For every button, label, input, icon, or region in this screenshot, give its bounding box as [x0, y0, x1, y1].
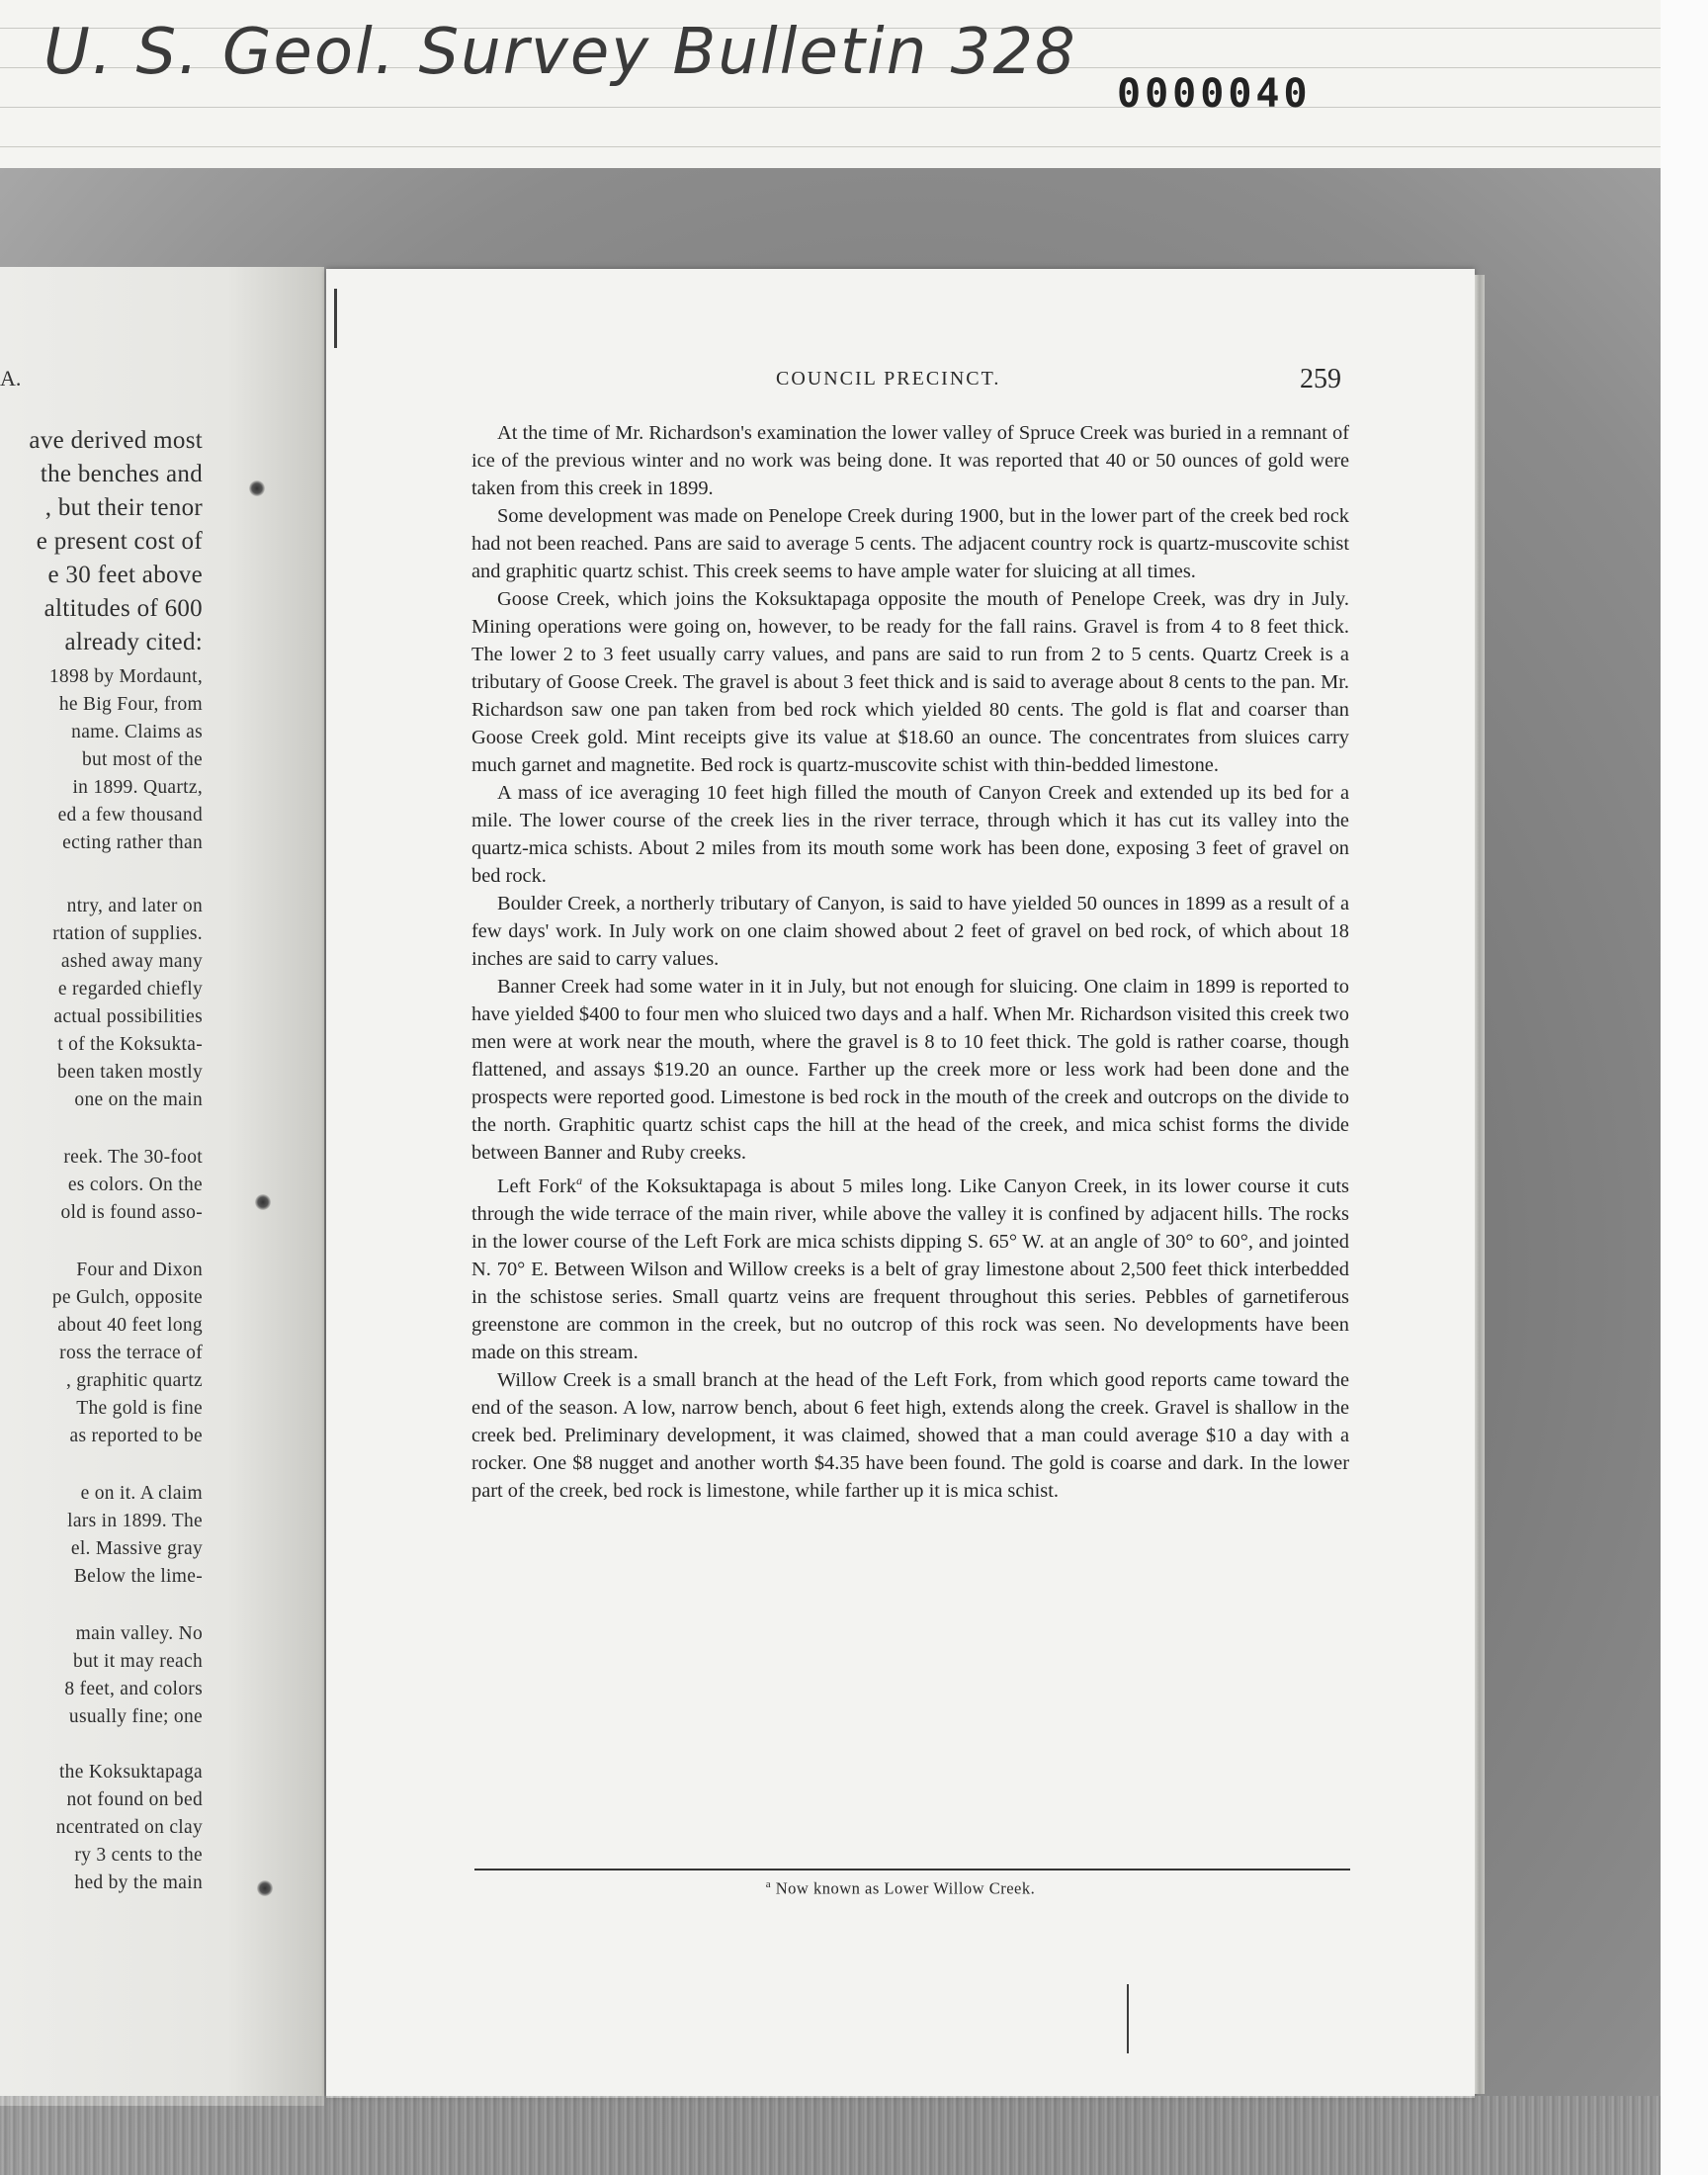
handwritten-title: U. S. Geol. Survey Bulletin 328 [43, 16, 1077, 89]
paragraph: Banner Creek had some water in it in July, but not enough for sluicing. One claim in 1899 is reported to have yielded $400 to four men who sluiced two days and a half. When Mr. Richardson visited this creek two men were at work near the mouth, where the gravel is 8 to 10 feet thick. The gold is rather coarse, though flattened, and assays $19.20 an ounce. Farther up the creek more or less work had been done and the prospects were reported good. Limestone is bed rock in the mouth of the creek and outcrops on the divide to the north. Graphitic quartz schist caps the hill at the head of the creek, and mica schist forms the divide between Banner and Ruby creeks. [471, 976, 1349, 1164]
body-text [471, 419, 1349, 1505]
facing-page-line: 1898 by Mordaunt, [48, 666, 203, 687]
binding-mark [334, 289, 337, 348]
ruled-line [0, 146, 1661, 147]
facing-page-line: in 1899. Quartz, [72, 777, 203, 798]
pin-hole-icon [249, 480, 265, 496]
facing-page-line: ross the terrace of [59, 1343, 203, 1363]
facing-page-line: ry 3 cents to the [74, 1845, 203, 1866]
facing-page-line: ecting rather than [62, 832, 203, 853]
paragraph: At the time of Mr. Richardson's examination the lower valley of Spruce Creek was buried in a remnant of ice of the previous winter and no work was being done. It was reported that 40 or 50 ounces of gold were taken from this creek in 1899. [471, 422, 1349, 499]
facing-page-line: ncentrated on clay [55, 1817, 203, 1838]
facing-page-line: ntry, and later on [66, 896, 203, 916]
footnote-marker: a [765, 1878, 772, 1890]
label-strip [0, 0, 1661, 169]
facing-page-line: Below the lime- [73, 1566, 203, 1587]
left-fork-lead: Left Fork [497, 1174, 577, 1197]
pin-hole-icon [255, 1194, 271, 1210]
page-number: 259 [1300, 364, 1341, 394]
facing-page-line: but it may reach [73, 1651, 203, 1672]
facing-page-fragment [0, 267, 324, 2106]
facing-page-line: hed by the main [74, 1872, 203, 1893]
footnote-rule [474, 1869, 1350, 1870]
paragraph: Willow Creek is a small branch at the head of the Left Fork, from which good reports came toward the end of the season. A low, narrow bench, about 6 feet high, extends along the creek. Gravel is shallow in the creek bed. Preliminary development, it was claimed, showed that a man could average $10 a day with a rocker. One $8 nugget and another worth $4.35 have been found. The gold is coarse and dark. In the lower part of the creek, bed rock is limestone, while farther up it is mica schist. [471, 1368, 1349, 1502]
facing-page-line: about 40 feet long [57, 1315, 203, 1336]
facing-page-line: The gold is fine [76, 1398, 203, 1419]
right-margin [1661, 0, 1708, 2175]
footnote-text: Now known as Lower Willow Creek. [771, 1878, 1036, 1898]
pin-hole-icon [257, 1880, 273, 1896]
facing-page-line: been taken mostly [57, 1062, 203, 1083]
facing-page-line: not found on bed [66, 1789, 203, 1810]
facing-page-line: ave derived most [29, 427, 203, 454]
facing-page-line: pe Gulch, opposite [51, 1287, 203, 1308]
facing-page-line: ed a few thousand [57, 805, 203, 826]
footnote [326, 1878, 1475, 1899]
paragraph: Some development was made on Penelope Creek during 1900, but in the lower part of the creek bed rock had not been reached. Pans are said to average 5 cents. The adjacent country rock is quartz-muscovite schist and graphitic quartz schist. This creek seems to have ample water for sluicing at all times. [471, 505, 1349, 582]
facing-page-line: name. Claims as [71, 722, 203, 742]
paragraph-left-fork [471, 1167, 1349, 1366]
facing-page-line: e 30 feet above [47, 562, 203, 588]
binding-mark [1127, 1984, 1129, 2053]
facing-page-line: Four and Dixon [76, 1260, 203, 1280]
facing-page-line: he Big Four, from [58, 694, 203, 715]
facing-page-line: ashed away many [60, 951, 203, 972]
facing-page-line: 8 feet, and colors [64, 1679, 203, 1699]
scan-artifact [0, 2096, 1661, 2175]
facing-page-line: already cited: [64, 629, 203, 655]
accession-number: 0000040 [1117, 71, 1312, 117]
facing-page-line: e regarded chiefly [57, 979, 203, 1000]
facing-page-line: the Koksuktapaga [58, 1762, 203, 1783]
facing-page-line: one on the main [74, 1089, 203, 1110]
facing-page-line: old is found asso- [60, 1202, 203, 1223]
facing-page-line: e present cost of [36, 528, 203, 555]
facing-page-line: , but their tenor [44, 494, 203, 521]
page-header [326, 364, 1475, 401]
page-edge [1475, 275, 1485, 2094]
paragraph: Boulder Creek, a northerly tributary of Canyon, is said to have yielded 50 ounces in 1899 as a result of a few days' work. In July work on one claim showed about 2 feet of gravel on bed rock, of which about 18 inches are said to carry values. [471, 893, 1349, 970]
facing-page-line: reek. The 30-foot [63, 1147, 203, 1168]
facing-page-line: the benches and [40, 461, 203, 487]
footnote-reference: a [576, 1174, 583, 1187]
facing-page-line: but most of the [81, 749, 203, 770]
facing-page-line: as reported to be [69, 1426, 203, 1446]
facing-page-line: usually fine; one [68, 1706, 203, 1727]
facing-page-line: altitudes of 600 [43, 595, 203, 622]
book-page [326, 269, 1475, 2098]
facing-page-line: el. Massive gray [70, 1538, 203, 1559]
ruled-line [0, 107, 1661, 108]
facing-page-header: A. [0, 366, 22, 391]
paragraph: Goose Creek, which joins the Koksuktapaga opposite the mouth of Penelope Creek, was dry in July. Mining operations were going on, however, to be ready for the fall rains. Gravel is from 4 to 8 feet thick. The lower 2 to 3 feet usually carry values, and pans are said to run from 2 to 5 cents. Quartz Creek is a tributary of Goose Creek. The gravel is about 3 feet thick and is said to average about 8 cents to the pan. Mr. Richardson saw one pan taken from bed rock which yielded 80 cents. The gold is flat and coarser than Goose Creek gold. Mint receipts give its value at $18.60 an ounce. The concentrates from sluices carry much garnet and magnetite. Bed rock is quartz-muscovite schist with thin-bedded limestone. [471, 588, 1349, 776]
facing-page-line: main valley. No [75, 1623, 203, 1644]
facing-page-line: , graphitic quartz [65, 1370, 203, 1391]
facing-page-line: rtation of supplies. [52, 923, 203, 944]
facing-page-line: t of the Koksukta- [57, 1034, 203, 1055]
running-head: COUNCIL PRECINCT. [776, 368, 1001, 390]
facing-page-line: actual possibilities [53, 1006, 203, 1027]
left-fork-text: of the Koksuktapaga is about 5 miles long. Like Canyon Creek, in its lower course it cuts through the wide terrace of the main river, while above the valley it is confined by adjacent hills. The rocks in the lower course of the Left Fork are mica schists dipping S. 65° W. at an angle of 30° to 60°, and jointed N. 70° E. Between Wilson and Willow creeks is a belt of gray limestone about 2,500 feet thick interbedded in the schistose series. Small quartz veins are frequent throughout this series. Pebbles of garnetiferous greenstone are common in the creek, but no outcrop of this rock was seen. No developments have been made on this stream. [471, 1174, 1349, 1363]
facing-page-line: e on it. A claim [80, 1483, 203, 1504]
facing-page-line: lars in 1899. The [67, 1511, 203, 1531]
paragraph: A mass of ice averaging 10 feet high filled the mouth of Canyon Creek and extended up its bed for a mile. The lower course of the creek lies in the river terrace, through which it has cut its valley into the quartz-mica schists. About 2 miles from its mouth some work has been done, exposing 3 feet of gravel on bed rock. [471, 782, 1349, 887]
facing-page-line: es colors. On the [67, 1174, 203, 1195]
